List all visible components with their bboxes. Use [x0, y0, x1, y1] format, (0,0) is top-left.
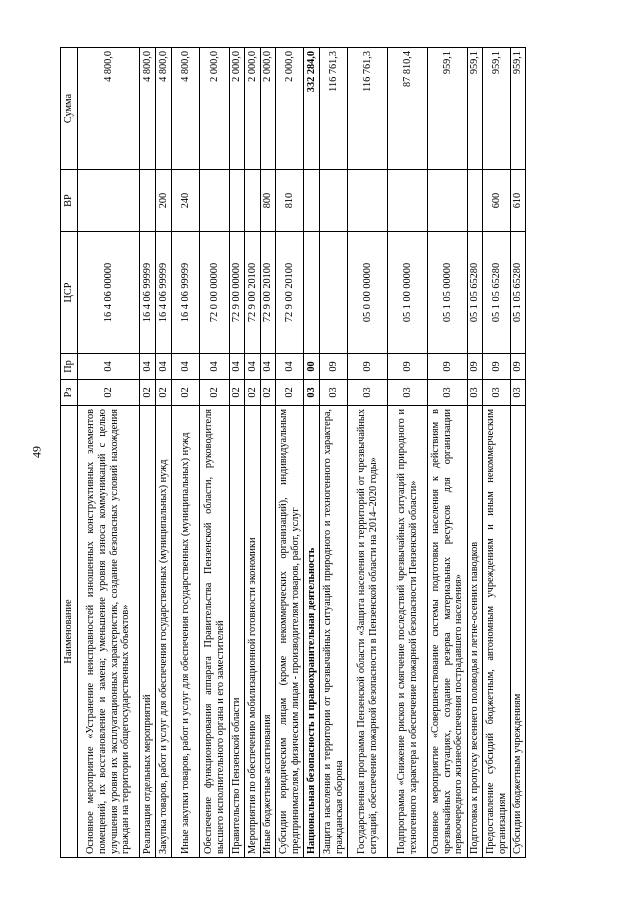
cell-vr: 240 [172, 170, 200, 232]
table-header-row [61, 48, 78, 858]
header-sum: Сумма [61, 48, 78, 170]
cell-pr: 09 [320, 354, 348, 380]
cell-pr: 09 [468, 354, 483, 380]
cell-pr: 04 [245, 354, 261, 380]
cell-vr: 810 [276, 170, 304, 232]
cell-sum: 959,1 [511, 48, 526, 170]
cell-name: Иные бюджетные ассигнования [261, 406, 276, 858]
cell-csr: 05 1 05 65280 [468, 232, 483, 354]
cell-name: Правительство Пензенской области [230, 406, 245, 858]
table-body [78, 48, 526, 858]
table-row [348, 48, 388, 858]
cell-pr: 04 [78, 354, 140, 380]
cell-vr [388, 170, 428, 232]
cell-name: Государственная программа Пензенской области «Защита населения и территорий от чрезвычайных ситуаций, обеспечение пожарной безопасности в Пензенской области на 2014–2020 годы» [348, 406, 388, 858]
cell-rz: 02 [156, 380, 172, 406]
table-row [304, 48, 320, 858]
budget-table [60, 47, 526, 858]
rotated-table-container [60, 48, 580, 858]
cell-sum: 116 761,3 [320, 48, 348, 170]
cell-rz: 03 [348, 380, 388, 406]
header-rz: Рз [61, 380, 78, 406]
cell-vr [245, 170, 261, 232]
cell-pr: 04 [261, 354, 276, 380]
cell-sum: 116 761,3 [348, 48, 388, 170]
cell-csr: 16 4 06 99999 [140, 232, 156, 354]
cell-name: Субсидии бюджетным учреждениям [511, 406, 526, 858]
cell-vr [428, 170, 468, 232]
cell-csr [320, 232, 348, 354]
cell-rz: 03 [468, 380, 483, 406]
cell-vr: 610 [511, 170, 526, 232]
cell-csr: 05 0 00 00000 [348, 232, 388, 354]
cell-sum: 2 000,0 [261, 48, 276, 170]
cell-sum: 959,1 [428, 48, 468, 170]
cell-csr: 16 4 06 99999 [156, 232, 172, 354]
cell-vr [140, 170, 156, 232]
cell-pr: 04 [230, 354, 245, 380]
cell-name: Основное мероприятие «Устранение неисправностей изношенных конструктивных элементов помещений, их восстановление и замена; уменьшение уровня износа коммуникаций с целью улучшения уровня их эксплуатационных характеристик, создание безопасных условий нахождения граждан на территории общегосударственных объектов» [78, 406, 140, 858]
cell-pr: 09 [348, 354, 388, 380]
cell-vr: 200 [156, 170, 172, 232]
table-row [140, 48, 156, 858]
cell-pr: 04 [156, 354, 172, 380]
header-vr: ВР [61, 170, 78, 232]
cell-pr: 04 [172, 354, 200, 380]
cell-csr: 72 9 00 20100 [261, 232, 276, 354]
cell-rz: 02 [276, 380, 304, 406]
cell-rz: 02 [245, 380, 261, 406]
table-row [230, 48, 245, 858]
cell-name: Субсидии юридическим лицам (кроме некоммерческих организаций), индивидуальным предпринимателям, физическим лицам - производителям товаров, работ, услуг [276, 406, 304, 858]
cell-name: Защита населения и территории от чрезвычайных ситуаций природного и техногенного характера, гражданская оборона [320, 406, 348, 858]
table-row [261, 48, 276, 858]
cell-name: Мероприятия по обеспечению мобилизационной готовности экономики [245, 406, 261, 858]
cell-csr [304, 232, 320, 354]
cell-sum: 87 810,4 [388, 48, 428, 170]
cell-vr: 800 [261, 170, 276, 232]
cell-csr: 72 0 00 00000 [200, 232, 230, 354]
cell-name: Реализация отдельных мероприятий [140, 406, 156, 858]
table-row [276, 48, 304, 858]
table-row [320, 48, 348, 858]
cell-pr: 04 [276, 354, 304, 380]
cell-vr [304, 170, 320, 232]
cell-pr: 09 [428, 354, 468, 380]
cell-rz: 02 [78, 380, 140, 406]
cell-name: Национальная безопасность и правоохранительная деятельность [304, 406, 320, 858]
cell-csr: 05 1 00 00000 [388, 232, 428, 354]
table-row [468, 48, 483, 858]
cell-sum: 2 000,0 [200, 48, 230, 170]
table-row [200, 48, 230, 858]
header-csr: ЦСР [61, 232, 78, 354]
table-row [483, 48, 511, 858]
table-row [78, 48, 140, 858]
cell-pr: 09 [511, 354, 526, 380]
table-row [156, 48, 172, 858]
cell-name: Подпрограмма «Снижение рисков и смягчение последствий чрезвычайных ситуаций природного и техногенного характера и обеспечение пожарной безопасности Пензенской области» [388, 406, 428, 858]
table-row [388, 48, 428, 858]
cell-rz: 02 [200, 380, 230, 406]
cell-pr: 00 [304, 354, 320, 380]
cell-sum: 2 000,0 [245, 48, 261, 170]
cell-pr: 04 [200, 354, 230, 380]
table-row [172, 48, 200, 858]
cell-vr [348, 170, 388, 232]
cell-pr: 09 [483, 354, 511, 380]
cell-sum: 2 000,0 [276, 48, 304, 170]
cell-csr: 72 9 00 20100 [276, 232, 304, 354]
cell-rz: 03 [304, 380, 320, 406]
cell-vr: 600 [483, 170, 511, 232]
page-number: 49 [29, 446, 44, 458]
cell-vr [200, 170, 230, 232]
cell-csr: 72 9 00 20100 [245, 232, 261, 354]
header-name: Наименование [61, 406, 78, 858]
cell-vr [230, 170, 245, 232]
cell-rz: 02 [261, 380, 276, 406]
cell-name: Подготовка к пропуску весеннего половодья и летне-осенних паводков [468, 406, 483, 858]
cell-sum: 959,1 [468, 48, 483, 170]
cell-vr [320, 170, 348, 232]
cell-sum: 959,1 [483, 48, 511, 170]
cell-sum: 4 800,0 [78, 48, 140, 170]
cell-csr: 16 4 06 00000 [78, 232, 140, 354]
cell-sum: 4 800,0 [172, 48, 200, 170]
cell-sum: 332 284,0 [304, 48, 320, 170]
cell-sum: 4 800,0 [156, 48, 172, 170]
cell-rz: 03 [428, 380, 468, 406]
cell-name: Закупка товаров, работ и услуг для обеспечения государственных (муниципальных) нужд [156, 406, 172, 858]
cell-csr: 72 9 00 00000 [230, 232, 245, 354]
cell-vr [468, 170, 483, 232]
cell-sum: 4 800,0 [140, 48, 156, 170]
cell-name: Предоставление субсидий бюджетным, автономным учреждениям и иным некоммерческим организациям [483, 406, 511, 858]
table-row [245, 48, 261, 858]
cell-rz: 03 [320, 380, 348, 406]
header-pr: Пр [61, 354, 78, 380]
table-row [511, 48, 526, 858]
cell-rz: 03 [388, 380, 428, 406]
cell-vr [78, 170, 140, 232]
cell-rz: 03 [511, 380, 526, 406]
cell-sum: 2 000,0 [230, 48, 245, 170]
cell-name: Основное мероприятие «Совершенствование системы подготовки населения к действиям в чрезвычайных ситуациях, создание резерва материальных ресурсов для организации первоочередного жизнеобеспечения пострадавшего населения» [428, 406, 468, 858]
table-row [428, 48, 468, 858]
cell-name: Иные закупки товаров, работ и услуг для обеспечения государственных (муниципальных) нужд [172, 406, 200, 858]
cell-csr: 16 4 06 99999 [172, 232, 200, 354]
cell-rz: 03 [483, 380, 511, 406]
cell-rz: 02 [230, 380, 245, 406]
cell-csr: 05 1 05 00000 [428, 232, 468, 354]
cell-pr: 09 [388, 354, 428, 380]
cell-csr: 05 1 05 65280 [483, 232, 511, 354]
cell-rz: 02 [172, 380, 200, 406]
cell-rz: 02 [140, 380, 156, 406]
cell-pr: 04 [140, 354, 156, 380]
cell-name: Обеспечение функционирования аппарата Правительства Пензенской области, руководителя высшего исполнительного органа и его заместителей [200, 406, 230, 858]
cell-csr: 05 1 05 65280 [511, 232, 526, 354]
